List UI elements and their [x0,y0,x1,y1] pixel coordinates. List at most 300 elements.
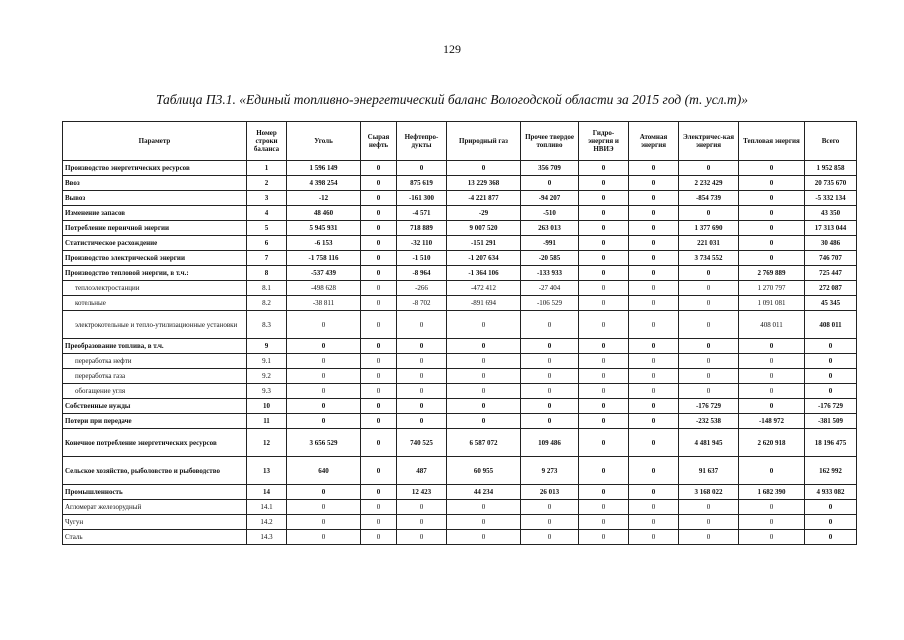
table-row [63,266,857,281]
value-cell: 875 619 [397,176,447,191]
row-parameter-name: Потери при передаче [63,414,247,429]
value-cell: 4 933 082 [805,485,857,500]
value-cell: 0 [361,369,397,384]
value-cell: 6 587 072 [447,429,521,457]
value-cell: 0 [397,339,447,354]
value-cell: 0 [521,500,579,515]
value-cell: 0 [447,161,521,176]
table-row [63,176,857,191]
value-cell: 0 [739,384,805,399]
row-number-cell: 8 [247,266,287,281]
value-cell: 0 [805,339,857,354]
value-cell: 0 [739,399,805,414]
row-number-cell: 1 [247,161,287,176]
value-cell: 263 013 [521,221,579,236]
value-cell: -29 [447,206,521,221]
value-cell: 0 [679,339,739,354]
value-cell: 17 313 044 [805,221,857,236]
value-cell: 0 [679,384,739,399]
value-cell: 0 [629,500,679,515]
value-cell: 0 [361,515,397,530]
row-parameter-name: Производство электрической энергии [63,251,247,266]
row-number-cell: 10 [247,399,287,414]
value-cell: 0 [739,354,805,369]
row-number-cell: 12 [247,429,287,457]
value-cell: -38 811 [287,296,361,311]
row-parameter-name: Статистическое расхождение [63,236,247,251]
table-row [63,369,857,384]
value-cell: 408 011 [739,311,805,339]
value-cell: -176 729 [679,399,739,414]
value-cell: 0 [521,311,579,339]
value-cell: 0 [739,530,805,545]
value-cell: -381 509 [805,414,857,429]
value-cell: -12 [287,191,361,206]
value-cell: 20 735 670 [805,176,857,191]
row-number-cell: 13 [247,457,287,485]
value-cell: 2 769 889 [739,266,805,281]
value-cell: 740 525 [397,429,447,457]
row-parameter-name: Собственные нужды [63,399,247,414]
value-cell: 0 [629,384,679,399]
value-cell: 0 [629,485,679,500]
table-row [63,296,857,311]
value-cell: 0 [739,206,805,221]
value-cell: 0 [361,457,397,485]
row-number-cell: 11 [247,414,287,429]
value-cell: 746 707 [805,251,857,266]
value-cell: 0 [739,500,805,515]
value-cell: -232 538 [679,414,739,429]
value-cell: 0 [579,485,629,500]
value-cell: 0 [629,281,679,296]
value-cell: 12 423 [397,485,447,500]
row-parameter-name: Конечное потребление энергетических ресурсов [63,429,247,457]
value-cell: 109 486 [521,429,579,457]
value-cell: 0 [361,281,397,296]
value-cell: -20 585 [521,251,579,266]
value-cell: 0 [579,176,629,191]
value-cell: 356 709 [521,161,579,176]
value-cell: 0 [679,311,739,339]
value-cell: 0 [629,311,679,339]
value-cell: 0 [629,251,679,266]
value-cell: 0 [739,221,805,236]
value-cell: 0 [629,161,679,176]
value-cell: 0 [629,515,679,530]
value-cell: 0 [397,500,447,515]
value-cell: 0 [579,191,629,206]
value-cell: 0 [361,266,397,281]
value-cell: 0 [361,339,397,354]
value-cell: 162 992 [805,457,857,485]
value-cell: 0 [629,221,679,236]
column-header: Тепловая энергия [739,122,805,161]
value-cell: 0 [521,399,579,414]
value-cell: 0 [397,354,447,369]
row-parameter-name: Агломерат железорудный [63,500,247,515]
table-row [63,339,857,354]
row-number-cell: 6 [247,236,287,251]
value-cell: 9 273 [521,457,579,485]
value-cell: 0 [361,429,397,457]
value-cell: 0 [397,414,447,429]
value-cell: 0 [579,221,629,236]
value-cell: 1 682 390 [739,485,805,500]
value-cell: -106 529 [521,296,579,311]
value-cell: 0 [629,530,679,545]
table-row [63,236,857,251]
table-row [63,515,857,530]
value-cell: 0 [679,161,739,176]
value-cell: 272 087 [805,281,857,296]
header-row [63,122,857,161]
value-cell: 0 [397,530,447,545]
value-cell: 0 [287,414,361,429]
value-cell: 3 656 529 [287,429,361,457]
value-cell: 0 [679,369,739,384]
value-cell: 0 [361,414,397,429]
row-number-cell: 9.1 [247,354,287,369]
value-cell: 0 [361,221,397,236]
value-cell: 0 [521,530,579,545]
table-row [63,354,857,369]
value-cell: 0 [739,236,805,251]
value-cell: -854 739 [679,191,739,206]
value-cell: -176 729 [805,399,857,414]
row-parameter-name: переработка газа [63,369,247,384]
value-cell: 0 [361,191,397,206]
value-cell: 4 398 254 [287,176,361,191]
value-cell: -148 972 [739,414,805,429]
table-row [63,399,857,414]
value-cell: 0 [397,161,447,176]
value-cell: 0 [447,515,521,530]
value-cell: -133 933 [521,266,579,281]
value-cell: 0 [361,485,397,500]
row-number-cell: 5 [247,221,287,236]
value-cell: 0 [447,384,521,399]
value-cell: 0 [739,339,805,354]
energy-balance-table [62,121,857,545]
value-cell: -891 694 [447,296,521,311]
value-cell: 0 [447,399,521,414]
value-cell: -1 758 116 [287,251,361,266]
value-cell: -94 207 [521,191,579,206]
value-cell: 0 [629,296,679,311]
value-cell: 0 [579,354,629,369]
value-cell: 0 [397,369,447,384]
value-cell: 0 [361,251,397,266]
value-cell: 0 [579,206,629,221]
table-row [63,281,857,296]
row-parameter-name: Вывоз [63,191,247,206]
value-cell: 0 [361,399,397,414]
value-cell: 0 [287,339,361,354]
value-cell: 0 [679,500,739,515]
value-cell: 0 [739,457,805,485]
row-parameter-name: Производство тепловой энергии, в т.ч.: [63,266,247,281]
value-cell: 0 [805,384,857,399]
row-parameter-name: Потребление первичной энергии [63,221,247,236]
value-cell: 0 [679,296,739,311]
value-cell: 0 [805,354,857,369]
value-cell: 0 [579,339,629,354]
value-cell: 0 [287,399,361,414]
value-cell: 0 [447,339,521,354]
column-header: Атомная энергия [629,122,679,161]
value-cell: 30 486 [805,236,857,251]
value-cell: 0 [579,266,629,281]
value-cell: 0 [287,384,361,399]
table-row [63,485,857,500]
column-header: Природный газ [447,122,521,161]
value-cell: 1 270 797 [739,281,805,296]
value-cell: -498 628 [287,281,361,296]
value-cell: 0 [447,311,521,339]
row-parameter-name: переработка нефти [63,354,247,369]
row-number-cell: 8.2 [247,296,287,311]
value-cell: 43 350 [805,206,857,221]
row-parameter-name: Чугун [63,515,247,530]
value-cell: 0 [805,530,857,545]
column-header: Прочее твердое топливо [521,122,579,161]
value-cell: 0 [521,414,579,429]
value-cell: 0 [287,485,361,500]
value-cell: 0 [579,429,629,457]
value-cell: 0 [287,311,361,339]
value-cell: 0 [739,251,805,266]
value-cell: 408 011 [805,311,857,339]
value-cell: 0 [805,500,857,515]
value-cell: -27 404 [521,281,579,296]
row-number-cell: 8.3 [247,311,287,339]
row-parameter-name: электрокотельные и тепло-утилизационные установки [63,311,247,339]
value-cell: 0 [579,311,629,339]
value-cell: 1 596 149 [287,161,361,176]
value-cell: -1 364 106 [447,266,521,281]
value-cell: 0 [447,354,521,369]
row-parameter-name: Производство энергетических ресурсов [63,161,247,176]
value-cell: 0 [629,339,679,354]
value-cell: 1 952 858 [805,161,857,176]
value-cell: -537 439 [287,266,361,281]
value-cell: 0 [629,266,679,281]
row-number-cell: 14.2 [247,515,287,530]
column-header: Параметр [63,122,247,161]
value-cell: 640 [287,457,361,485]
value-cell: 3 168 022 [679,485,739,500]
value-cell: 718 889 [397,221,447,236]
table-row [63,221,857,236]
value-cell: 0 [287,515,361,530]
value-cell: 0 [287,530,361,545]
value-cell: -8 702 [397,296,447,311]
value-cell: 9 007 520 [447,221,521,236]
value-cell: 221 031 [679,236,739,251]
value-cell: 0 [361,161,397,176]
value-cell: 0 [739,369,805,384]
table-row [63,384,857,399]
value-cell: 0 [579,161,629,176]
value-cell: 1 377 690 [679,221,739,236]
value-cell: -4 571 [397,206,447,221]
value-cell: 0 [579,296,629,311]
value-cell: -472 412 [447,281,521,296]
value-cell: 0 [361,530,397,545]
column-header: Номер строки баланса [247,122,287,161]
value-cell: 0 [361,176,397,191]
row-number-cell: 4 [247,206,287,221]
row-number-cell: 14.1 [247,500,287,515]
value-cell: 0 [579,530,629,545]
value-cell: -1 510 [397,251,447,266]
row-number-cell: 3 [247,191,287,206]
page-number: 129 [443,42,461,56]
value-cell: 18 196 475 [805,429,857,457]
value-cell: 0 [629,191,679,206]
value-cell: 0 [629,206,679,221]
value-cell: 0 [361,384,397,399]
row-number-cell: 8.1 [247,281,287,296]
value-cell: -991 [521,236,579,251]
row-parameter-name: Промышленность [63,485,247,500]
row-number-cell: 14 [247,485,287,500]
value-cell: 2 620 918 [739,429,805,457]
value-cell: 0 [579,384,629,399]
row-number-cell: 9 [247,339,287,354]
row-number-cell: 9.2 [247,369,287,384]
value-cell: 0 [361,296,397,311]
value-cell: 0 [447,369,521,384]
value-cell: 0 [629,369,679,384]
value-cell: 0 [397,311,447,339]
value-cell: -8 964 [397,266,447,281]
value-cell: -161 300 [397,191,447,206]
value-cell: -151 291 [447,236,521,251]
row-parameter-name: Преобразование топлива, в т.ч. [63,339,247,354]
value-cell: 0 [361,500,397,515]
value-cell: 13 229 368 [447,176,521,191]
row-parameter-name: котельные [63,296,247,311]
value-cell: 0 [579,236,629,251]
table-row [63,500,857,515]
value-cell: 0 [679,206,739,221]
value-cell: 26 013 [521,485,579,500]
column-header: Всего [805,122,857,161]
value-cell: 0 [361,354,397,369]
column-header: Уголь [287,122,361,161]
value-cell: 0 [579,281,629,296]
value-cell: 0 [579,399,629,414]
value-cell: 1 091 081 [739,296,805,311]
value-cell: 0 [629,414,679,429]
value-cell: 44 234 [447,485,521,500]
value-cell: -6 153 [287,236,361,251]
value-cell: -5 332 134 [805,191,857,206]
value-cell: 0 [579,369,629,384]
row-number-cell: 7 [247,251,287,266]
value-cell: 0 [805,369,857,384]
table-row [63,206,857,221]
value-cell: 0 [521,339,579,354]
value-cell: 0 [679,530,739,545]
value-cell: 0 [287,354,361,369]
value-cell: -4 221 877 [447,191,521,206]
row-number-cell: 14.3 [247,530,287,545]
row-parameter-name: Ввоз [63,176,247,191]
table-row [63,414,857,429]
value-cell: 0 [679,266,739,281]
balance-table-container [62,121,856,545]
value-cell: 0 [579,251,629,266]
table-row [63,530,857,545]
row-parameter-name: Изменение запасов [63,206,247,221]
value-cell: 0 [739,191,805,206]
value-cell: 0 [739,161,805,176]
row-parameter-name: обогащение угля [63,384,247,399]
value-cell: 91 637 [679,457,739,485]
row-number-cell: 2 [247,176,287,191]
value-cell: 60 955 [447,457,521,485]
value-cell: 0 [397,384,447,399]
value-cell: 0 [579,414,629,429]
value-cell: 0 [805,515,857,530]
value-cell: 0 [521,354,579,369]
value-cell: 0 [679,354,739,369]
value-cell: 0 [629,457,679,485]
column-header: Сырая нефть [361,122,397,161]
table-body [63,161,857,545]
value-cell: 0 [629,429,679,457]
column-header: Электричес-кая энергия [679,122,739,161]
value-cell: 0 [629,236,679,251]
value-cell: 0 [397,515,447,530]
value-cell: 0 [361,311,397,339]
row-parameter-name: Сельское хозяйство, рыболовство и рыбоводство [63,457,247,485]
value-cell: 5 945 931 [287,221,361,236]
value-cell: 45 345 [805,296,857,311]
table-row [63,191,857,206]
value-cell: -32 110 [397,236,447,251]
value-cell: 0 [397,399,447,414]
value-cell: 0 [629,176,679,191]
column-header: Гидро-энергия и НВИЭ [579,122,629,161]
value-cell: 2 232 429 [679,176,739,191]
table-row [63,251,857,266]
value-cell: 0 [679,515,739,530]
value-cell: 0 [739,176,805,191]
value-cell: 0 [739,515,805,530]
value-cell: 0 [579,515,629,530]
value-cell: 0 [521,515,579,530]
value-cell: 0 [287,369,361,384]
value-cell: 0 [361,236,397,251]
table-row [63,161,857,176]
value-cell: 48 460 [287,206,361,221]
value-cell: 0 [679,281,739,296]
value-cell: 0 [361,206,397,221]
value-cell: 0 [629,399,679,414]
table-caption: Таблица П3.1. «Единый топливно-энергетический баланс Вологодской области за 2015 год (т. усл.т)» [155,92,749,107]
table-row [63,311,857,339]
value-cell: -1 207 634 [447,251,521,266]
value-cell: 0 [447,414,521,429]
row-parameter-name: Сталь [63,530,247,545]
row-parameter-name: теплоэлектростанции [63,281,247,296]
value-cell: 0 [521,369,579,384]
value-cell: 0 [579,457,629,485]
